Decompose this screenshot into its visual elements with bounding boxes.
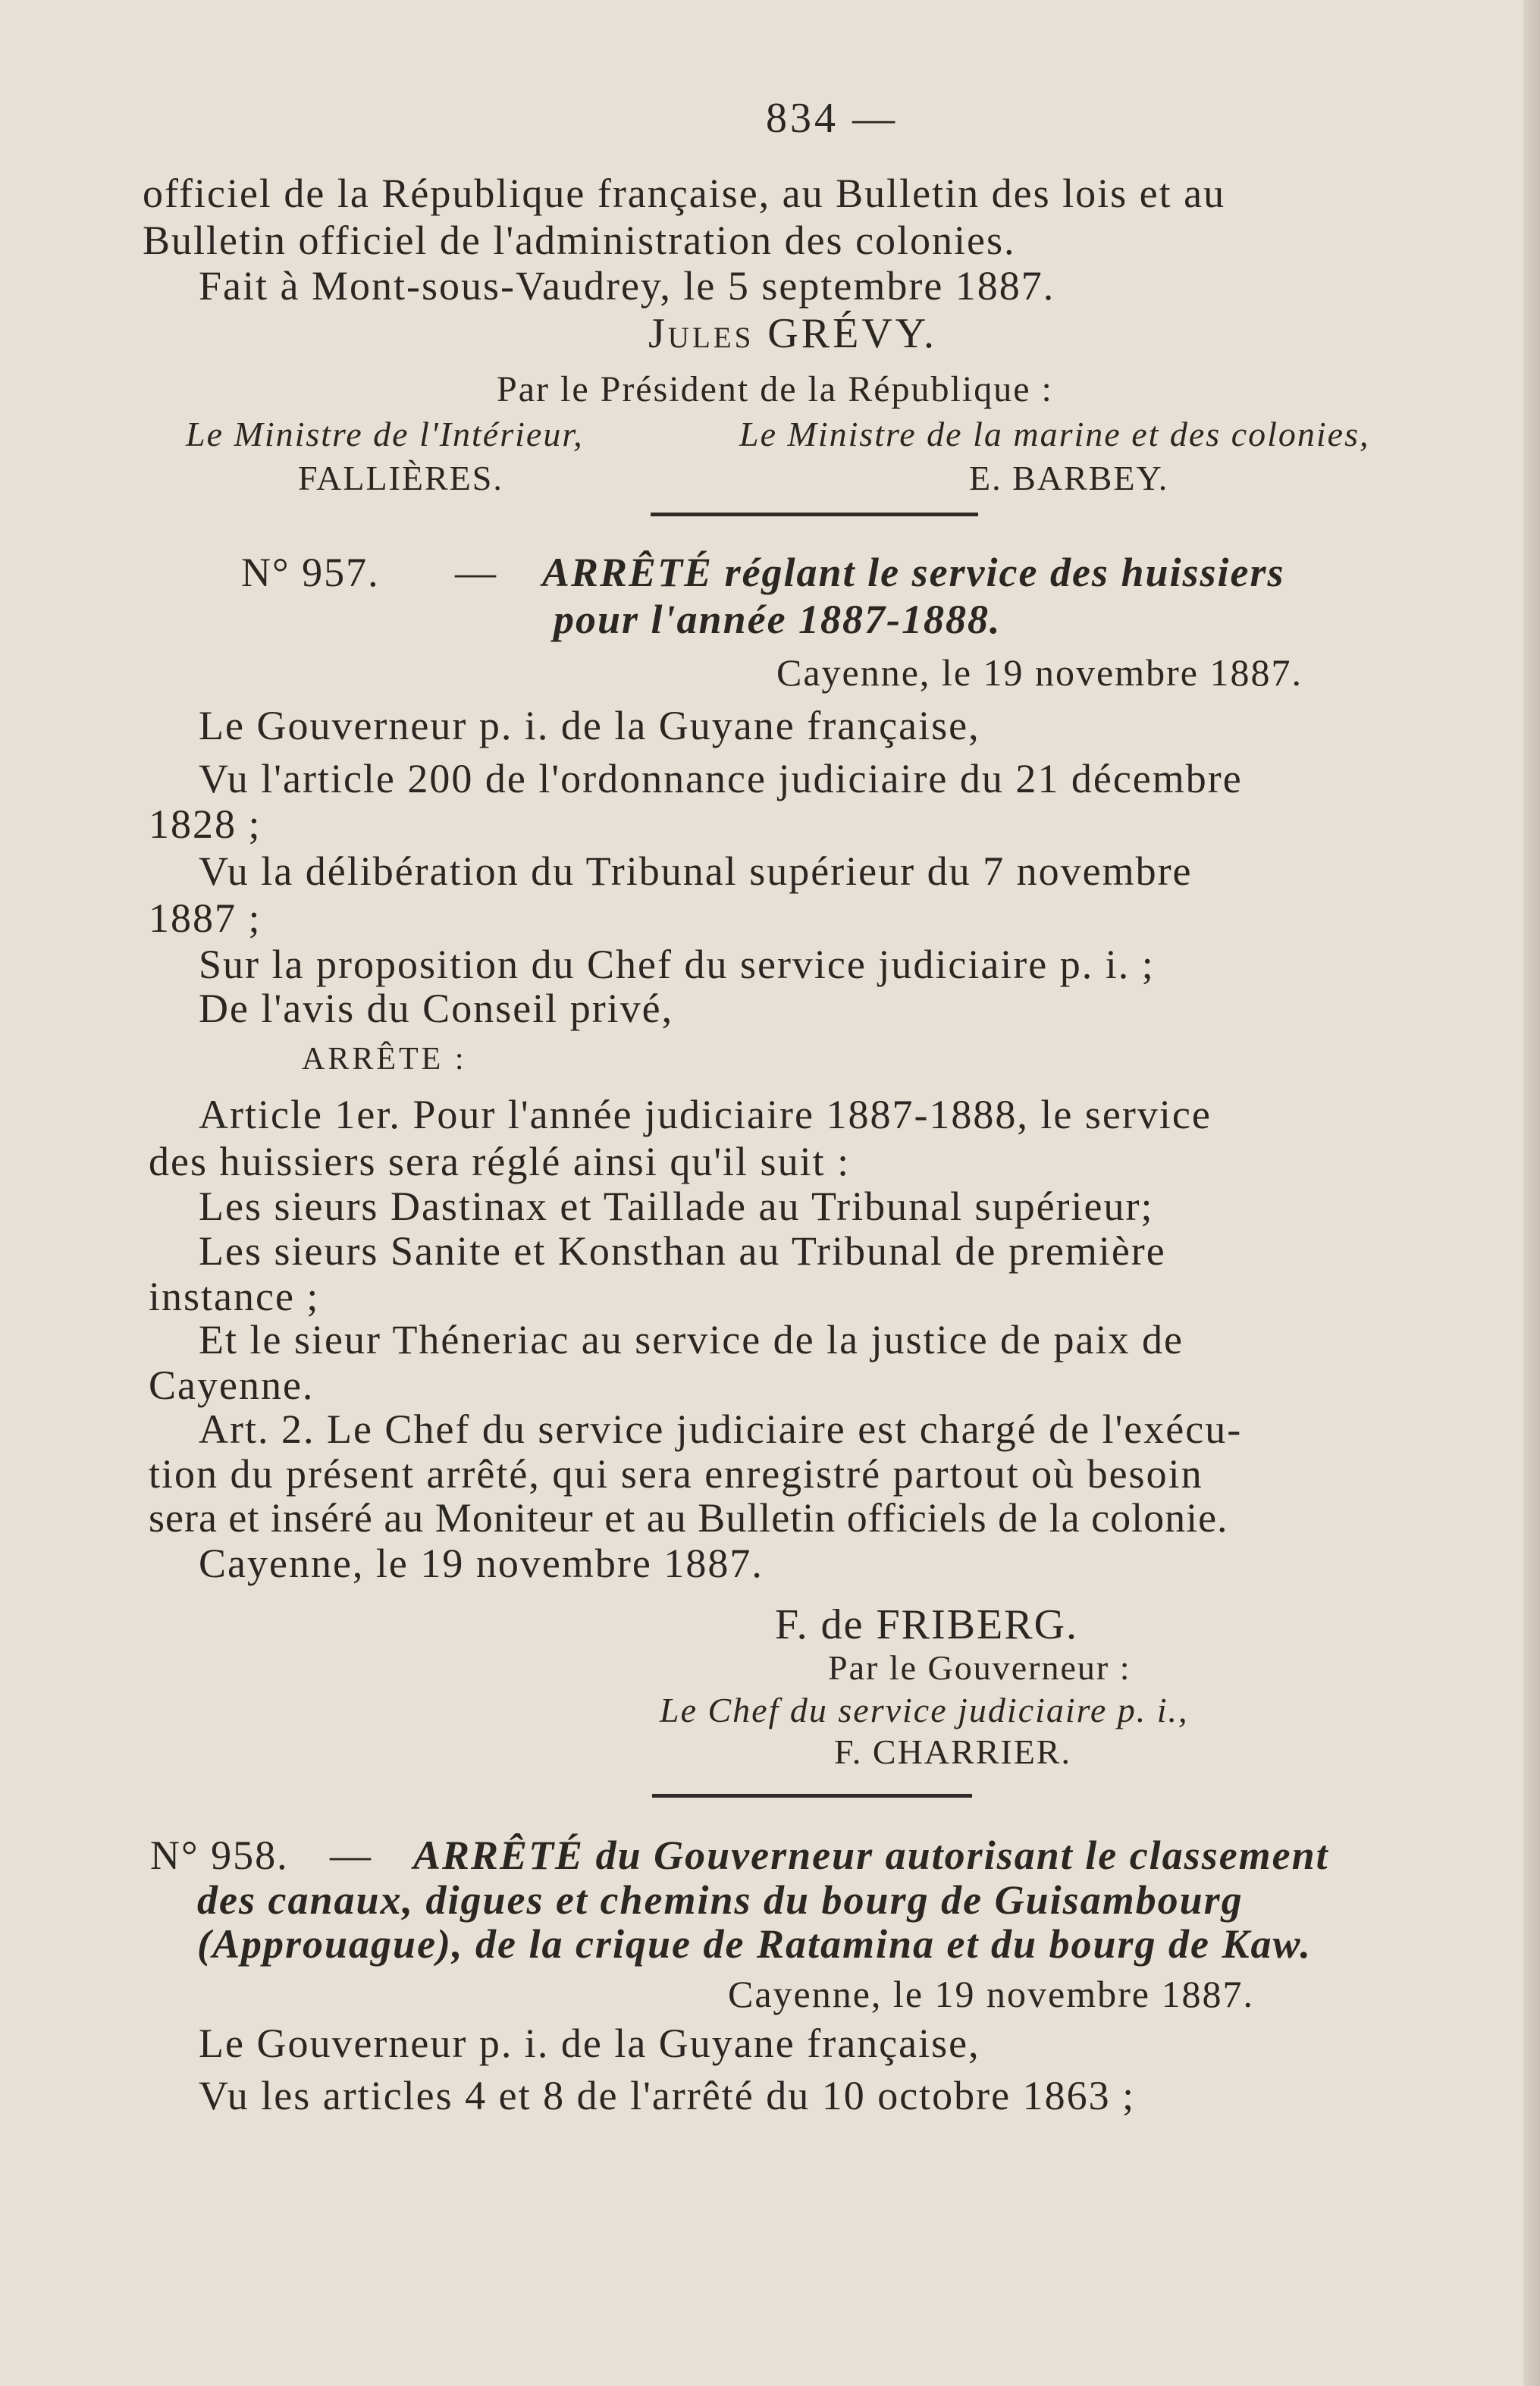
decree-title: pour l'année 1887-1888.: [554, 597, 1002, 642]
decree-number: N° 957.: [241, 550, 380, 595]
paragraph-line: Vu l'article 200 de l'ordonnance judiciaire du 21 décembre: [199, 756, 1243, 801]
paragraph-line: Bulletin officiel de l'administration des colonies.: [143, 218, 1016, 263]
paragraph-line: Cayenne.: [149, 1362, 315, 1408]
paragraph-line: des huissiers sera réglé ainsi qu'il suit :: [149, 1139, 851, 1184]
paragraph-line: tion du présent arrêté, qui sera enregistré partout où besoin: [149, 1451, 1203, 1497]
decree-dash: —: [330, 1833, 372, 1878]
decree-governor: Le Gouverneur p. i. de la Guyane française,: [199, 703, 980, 748]
decree-title: (Approuague), de la crique de Ratamina et du bourg de Kaw.: [197, 1921, 1313, 1967]
chef-title: Le Chef du service judiciaire p. i.,: [660, 1691, 1189, 1729]
paragraph-line: Vu les articles 4 et 8 de l'arrêté du 10 octobre 1863 ;: [199, 2073, 1136, 2118]
paragraph-line: officiel de la République française, au Bulletin des lois et au: [143, 171, 1226, 216]
paragraph-line: instance ;: [149, 1274, 320, 1319]
decree-title: des canaux, digues et chemins du bourg de Guisambourg: [197, 1877, 1244, 1923]
decree-number: N° 958.: [150, 1833, 289, 1878]
decree-date-place: Cayenne, le 19 novembre 1887.: [776, 651, 1303, 694]
president-signature: Jules GRÉVY.: [648, 310, 937, 357]
section-divider: [652, 1794, 972, 1798]
page-number: 834 —: [766, 95, 898, 142]
paragraph-line: Art. 2. Le Chef du service judiciaire est chargé de l'exécu-: [199, 1406, 1243, 1452]
paragraph-line: Fait à Mont-sous-Vaudrey, le 5 septembre 1887.: [199, 263, 1055, 309]
paragraph-line: Sur la proposition du Chef du service judiciaire p. i. ;: [199, 942, 1155, 987]
decree-date-place: Cayenne, le 19 novembre 1887.: [728, 1973, 1254, 2015]
decree-governor: Le Gouverneur p. i. de la Guyane française,: [199, 2021, 980, 2066]
chef-name: F. CHARRIER.: [834, 1732, 1071, 1771]
minister-right-title: Le Ministre de la marine et des colonies,: [739, 415, 1370, 453]
paragraph-line: Les sieurs Sanite et Konsthan au Tribunal de première: [199, 1228, 1166, 1274]
decree-dash: —: [455, 550, 497, 595]
paragraph-line: Article 1er. Pour l'année judiciaire 1887-1888, le service: [199, 1092, 1212, 1137]
minister-left-title: Le Ministre de l'Intérieur,: [186, 415, 584, 453]
closing-date: Cayenne, le 19 novembre 1887.: [199, 1541, 764, 1586]
section-divider: [651, 513, 978, 516]
paragraph-line: 1887 ;: [149, 895, 262, 941]
paragraph-line: Vu la délibération du Tribunal supérieur du 7 novembre: [199, 848, 1193, 894]
minister-left-name: FALLIÈRES.: [298, 459, 503, 497]
paragraph-line: sera et inséré au Moniteur et au Bulletin officiels de la colonie.: [149, 1495, 1228, 1541]
paragraph-line: Et le sieur Théneriac au service de la justice de paix de: [199, 1317, 1184, 1362]
paragraph-line: De l'avis du Conseil privé,: [199, 986, 674, 1031]
governor-signature: F. de FRIBERG.: [775, 1601, 1079, 1648]
decree-title: ARRÊTÉ réglant le service des huissiers: [542, 550, 1285, 595]
countersign-header: Par le Président de la République :: [497, 369, 1053, 409]
decree-title: ARRÊTÉ du Gouverneur autorisant le classement: [413, 1833, 1329, 1878]
minister-right-name: E. BARBEY.: [969, 459, 1169, 497]
arrete-heading: ARRÊTE :: [302, 1042, 467, 1077]
page-edge-shadow: [1523, 0, 1540, 2386]
paragraph-line: 1828 ;: [149, 801, 262, 847]
countersign-header: Par le Gouverneur :: [828, 1648, 1131, 1687]
paragraph-line: Les sieurs Dastinax et Taillade au Tribunal supérieur;: [199, 1184, 1154, 1229]
